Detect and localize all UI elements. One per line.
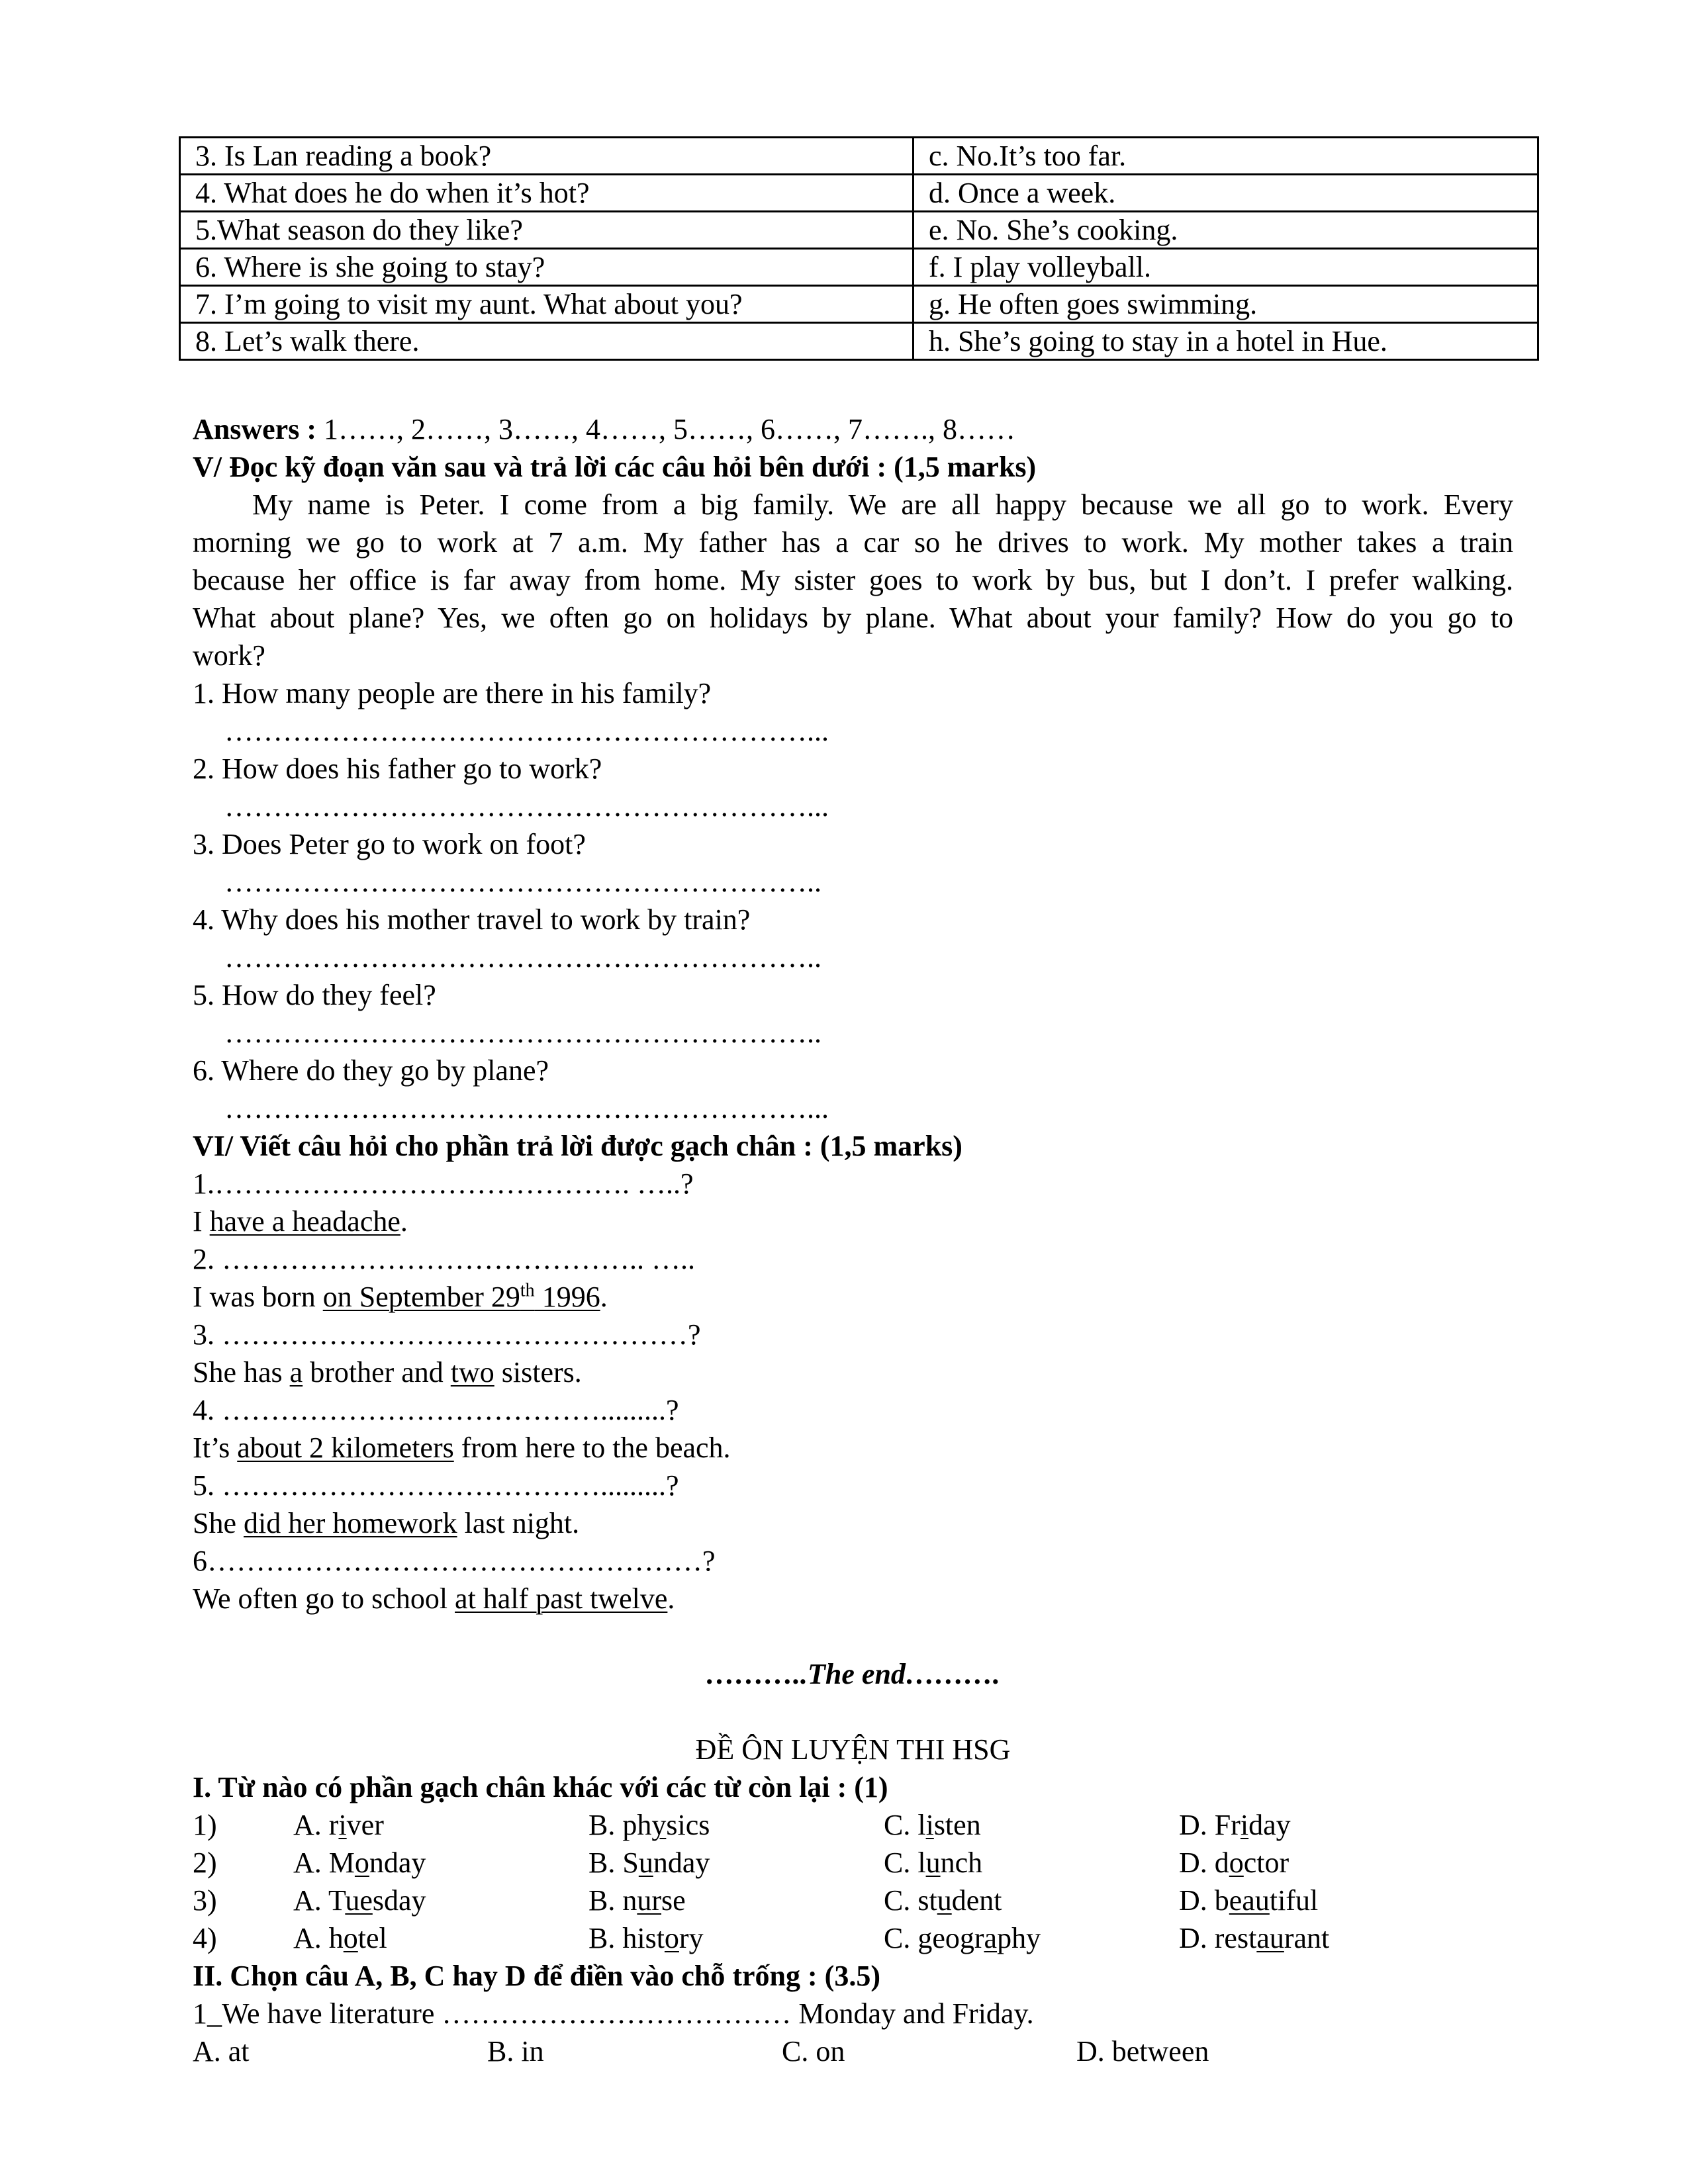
underlined-letters: o [343, 1922, 358, 1954]
underlined-letters: u [925, 1846, 941, 1879]
option-b: B. in [487, 2035, 544, 2068]
underlined-letters: eau [1229, 1884, 1270, 1917]
word-part: sday [372, 1884, 426, 1917]
section-vi-heading: VI/ Viết câu hỏi cho phần trả lời được gạch chân : (1,5 marks) [193, 1130, 962, 1162]
answer-blank: …………………………………………………….. [224, 866, 821, 898]
underlined-letters: i [1240, 1809, 1249, 1841]
sentence-text: last night. [457, 1507, 580, 1539]
underlined-part [323, 1281, 600, 1313]
section-i-heading: I. Từ nào có phần gạch chân khác với các từ còn lại : (1) [193, 1771, 888, 1803]
option-c: C. on [782, 2035, 845, 2068]
word-part: D. Fr [1179, 1809, 1241, 1841]
underlined-letters: o [354, 1846, 369, 1879]
word-part: ver [346, 1809, 384, 1841]
passage-line: because her office is far away from home. My sister goes to work by bus, but I don’t. I prefer walking. [193, 564, 1513, 596]
pronunciation-row [193, 1844, 1513, 1882]
underlined-letters: o [1229, 1846, 1244, 1879]
reading-questions [193, 674, 1513, 1127]
underlined-letters: y [651, 1809, 667, 1841]
word-option-c [884, 1844, 982, 1882]
answer-blank: ……………………………………………………... [224, 715, 829, 747]
answer-sentence [193, 1580, 1513, 1617]
word-option-c [884, 1806, 981, 1844]
table-row [180, 286, 1538, 323]
underlined-letters: i [338, 1809, 347, 1841]
underlined-letters: au [1256, 1922, 1284, 1954]
underlined-part: did her homework [244, 1507, 457, 1539]
answer-cell: d. Once a week. [914, 175, 1538, 212]
reading-question: 1. How many people are there in his family? [193, 677, 712, 709]
sentence-text: She [193, 1507, 244, 1539]
underlined-part: have a headache [209, 1205, 400, 1238]
word-part: rant [1284, 1922, 1330, 1954]
underlined-letters: u [638, 1846, 653, 1879]
word-part: C. st [884, 1884, 937, 1917]
word-part: B. S [588, 1846, 639, 1879]
sentence-text: . [400, 1205, 408, 1238]
word-option-b [588, 1844, 710, 1882]
option-a: A. at [193, 2035, 250, 2068]
row-number: 3) [193, 1884, 217, 1917]
word-option-a [293, 1919, 387, 1957]
word-part: D. b [1179, 1884, 1229, 1917]
underlined-letters: o [664, 1922, 679, 1954]
answer-cell: h. She’s going to stay in a hotel in Hue. [914, 323, 1538, 360]
word-part: C. l [884, 1846, 926, 1879]
answer-blank: ……………………………………………………... [224, 1092, 829, 1124]
underlined-text: on September 29 [322, 1281, 520, 1313]
word-option-a [293, 1844, 426, 1882]
sentence-text: from here to the beach. [453, 1432, 731, 1464]
answer-blank: ……………………………………………………... [224, 790, 829, 823]
table-row [180, 212, 1538, 249]
answer-sentence [193, 1504, 1513, 1542]
underlined-letters: u [937, 1884, 952, 1917]
answer-cell: g. He often goes swimming. [914, 286, 1538, 323]
answer-sentence [193, 1353, 1513, 1391]
underlined-letters: a [984, 1922, 998, 1954]
word-option-b [588, 1882, 686, 1919]
question-cell: 4. What does he do when it’s hot? [180, 175, 914, 212]
answer-cell: f. I play volleyball. [914, 249, 1538, 286]
word-part: nday [653, 1846, 710, 1879]
question-blank: 1.……………………………………. …..? [193, 1167, 694, 1200]
the-end-marker: ………..The end………. [706, 1658, 1000, 1690]
word-part: phy [997, 1922, 1041, 1954]
word-part: tiful [1269, 1884, 1319, 1917]
underlined-letters: ue [345, 1884, 373, 1917]
ordinal-suffix: th [520, 1280, 535, 1301]
sentence-text: She has [193, 1356, 290, 1388]
word-option-d [1179, 1882, 1318, 1919]
underlined-text: 1996 [534, 1281, 600, 1313]
question-blank: 3. …………………………………………? [193, 1318, 701, 1351]
reading-question: 5. How do they feel? [193, 979, 436, 1011]
word-part: B. n [588, 1884, 637, 1917]
word-part: A. M [293, 1846, 355, 1879]
answers-label: Answers : [193, 413, 316, 445]
underlined-part: a [289, 1356, 303, 1388]
word-part: B. ph [588, 1809, 652, 1841]
sentence-text: We often go to school [193, 1582, 455, 1615]
underlined-part: about 2 kilometers [237, 1432, 454, 1464]
reading-question: 4. Why does his mother travel to work by train? [193, 903, 751, 936]
answers-blanks: 1……, 2……, 3……, 4……, 5……, 6……, 7……., 8…… [323, 413, 1015, 445]
reading-question: 3. Does Peter go to work on foot? [193, 828, 586, 860]
word-option-a [293, 1806, 384, 1844]
word-part: sten [933, 1809, 981, 1841]
sentence-text: sisters. [494, 1356, 582, 1388]
answer-cell: c. No.It’s too far. [914, 138, 1538, 175]
pronunciation-row [193, 1919, 1513, 1957]
question-blank: 2. …………………………………….. ….. [193, 1243, 695, 1275]
sentence-text: brother and [303, 1356, 451, 1388]
answer-sentence [193, 1278, 1513, 1316]
word-part: A. h [293, 1922, 344, 1954]
section-ii-heading: II. Chọn câu A, B, C hay D để điền vào chỗ trống : (3.5) [193, 1960, 880, 1992]
table-row [180, 323, 1538, 360]
underlined-part: at half past twelve [455, 1582, 668, 1615]
word-part: A. T [293, 1884, 346, 1917]
question-cell: 8. Let’s walk there. [180, 323, 914, 360]
pronunciation-grid [193, 1806, 1513, 1957]
sentence-text: I [193, 1205, 210, 1238]
word-option-b [588, 1919, 704, 1957]
word-part: day [1248, 1809, 1291, 1841]
passage-line: morning we go to work at 7 a.m. My father has a car so he drives to work. My mother takes a train [193, 526, 1513, 559]
word-part: se [661, 1884, 686, 1917]
word-part: dent [951, 1884, 1002, 1917]
section-ii-options [193, 2032, 1513, 2070]
word-option-d [1179, 1806, 1291, 1844]
passage-line: My name is Peter. I come from a big family. We are all happy because we all go to work. Every [252, 488, 1513, 521]
pronunciation-row [193, 1806, 1513, 1844]
word-part: C. geogr [884, 1922, 984, 1954]
question-blank: 6……………………………………………? [193, 1545, 716, 1577]
matching-table [179, 136, 1539, 361]
pronunciation-row [193, 1882, 1513, 1919]
word-option-c [884, 1882, 1002, 1919]
section-ii-question-1: 1_We have literature ……………………………… Monday and Friday. [193, 1997, 1034, 2030]
option-d: D. between [1076, 2035, 1209, 2068]
row-number: 2) [193, 1846, 217, 1879]
section-v-heading: V/ Đọc kỹ đoạn văn sau và trả lời các câu hỏi bên dưới : (1,5 marks) [193, 451, 1037, 483]
underlined-part: two [450, 1356, 494, 1388]
word-option-d [1179, 1844, 1289, 1882]
question-cell: 5.What season do they like? [180, 212, 914, 249]
question-cell: 7. I’m going to visit my aunt. What about you? [180, 286, 914, 323]
word-part: ry [679, 1922, 704, 1954]
row-number: 4) [193, 1922, 217, 1954]
sentence-text: . [600, 1281, 608, 1313]
answer-blank: …………………………………………………….. [224, 1017, 821, 1049]
exam-title: ĐỀ ÔN LUYỆN THI HSG [695, 1733, 1011, 1766]
word-part: B. hist [588, 1922, 665, 1954]
sentence-text: . [667, 1582, 675, 1615]
question-cell: 6. Where is she going to stay? [180, 249, 914, 286]
underlined-letters: i [925, 1809, 934, 1841]
word-part: D. rest [1179, 1922, 1257, 1954]
word-option-c [884, 1919, 1041, 1957]
table-row [180, 138, 1538, 175]
passage-line: What about plane? Yes, we often go on holidays by plane. What about your family? How do you go to [193, 602, 1513, 634]
word-part: sics [666, 1809, 710, 1841]
word-option-a [293, 1882, 426, 1919]
reading-question: 6. Where do they go by plane? [193, 1054, 549, 1087]
word-part: nch [940, 1846, 983, 1879]
word-part: D. d [1179, 1846, 1229, 1879]
answer-cell: e. No. She’s cooking. [914, 212, 1538, 249]
reading-question: 2. How does his father go to work? [193, 752, 602, 785]
word-part: C. l [884, 1809, 926, 1841]
reading-passage [193, 486, 1513, 674]
answer-blank: …………………………………………………….. [224, 941, 821, 974]
word-part: ctor [1243, 1846, 1289, 1879]
word-part: tel [357, 1922, 387, 1954]
sentence-text: It’s [193, 1432, 238, 1464]
main-text-block [193, 410, 1513, 2070]
sentence-text: I was born [193, 1281, 323, 1313]
word-part: A. r [293, 1809, 339, 1841]
question-blank: 4. ………………………………….........? [193, 1394, 679, 1426]
underlined-letters: ur [637, 1884, 662, 1917]
passage-line: work? [193, 639, 265, 672]
word-part: nday [369, 1846, 426, 1879]
table-row [180, 175, 1538, 212]
question-writing-items [193, 1165, 1513, 1617]
word-option-d [1179, 1919, 1329, 1957]
answer-sentence [193, 1203, 1513, 1240]
question-blank: 5. ………………………………….........? [193, 1469, 679, 1502]
answer-sentence [193, 1429, 1513, 1467]
row-number: 1) [193, 1809, 217, 1841]
table-row [180, 249, 1538, 286]
word-option-b [588, 1806, 710, 1844]
question-cell: 3. Is Lan reading a book? [180, 138, 914, 175]
